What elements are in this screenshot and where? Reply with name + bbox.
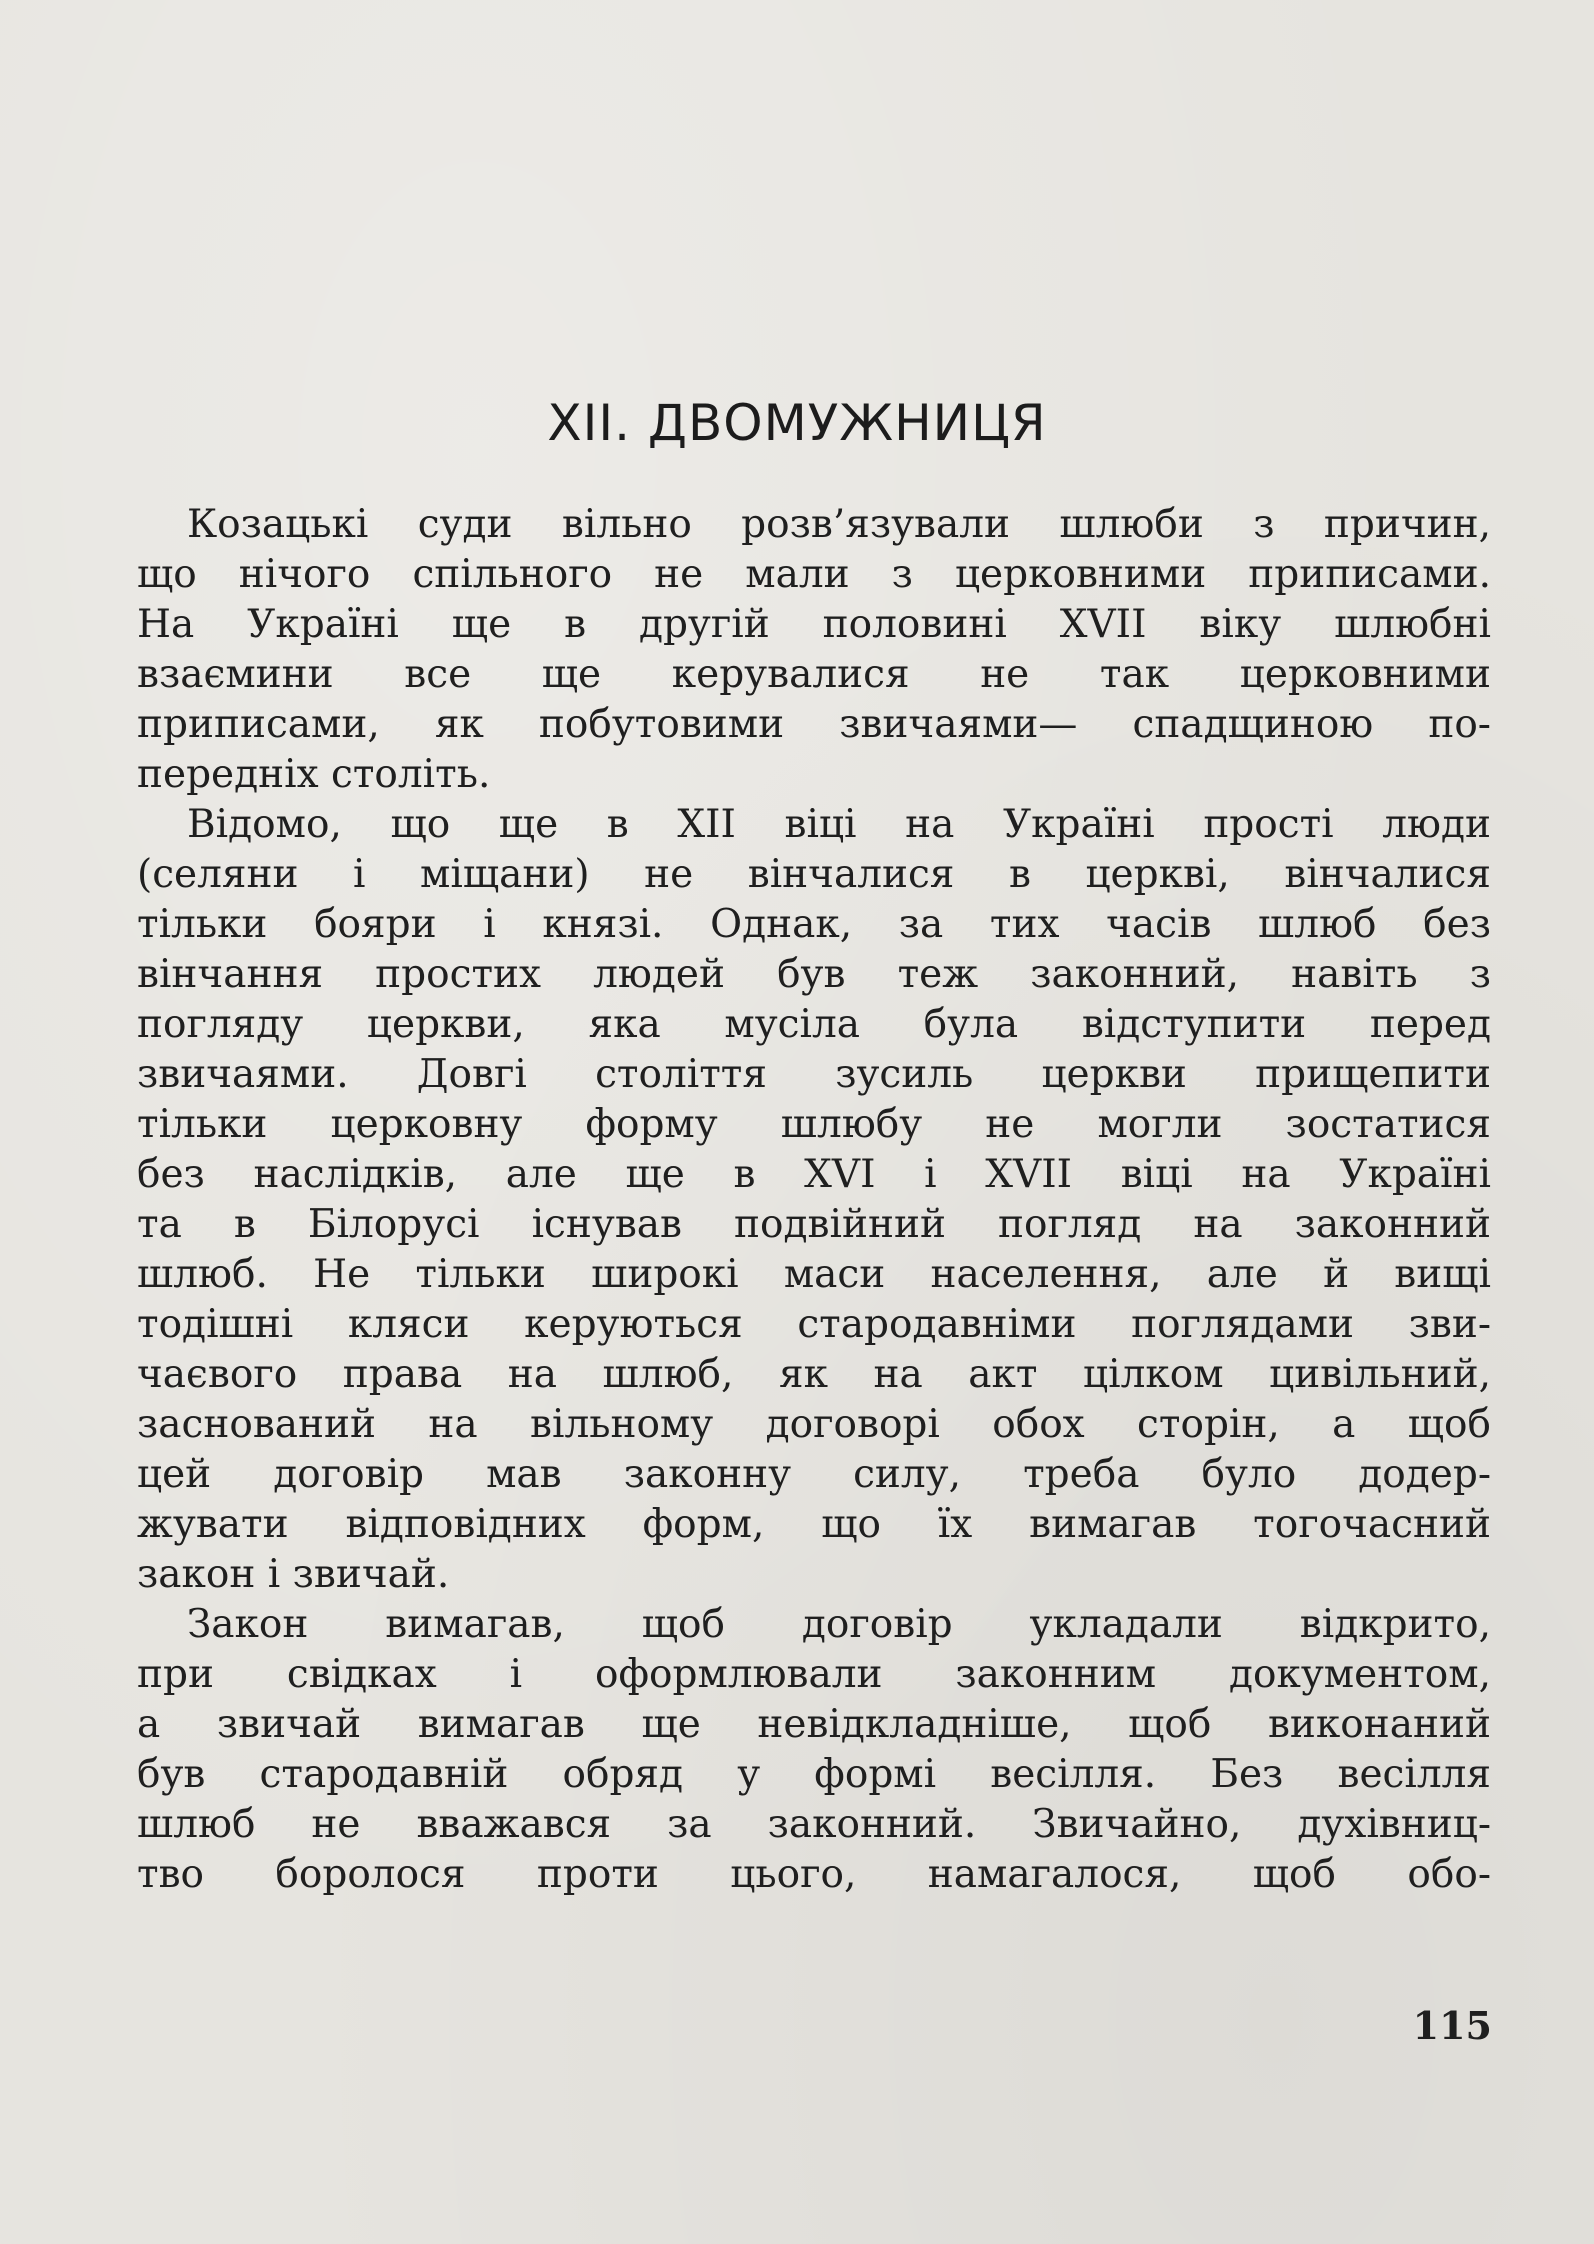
page-number: 115 [1412,2003,1492,2048]
text-line: Закон вимагав, щоб договір укладали відкрито, [187,1602,1491,1647]
text-line: тво боролося проти цього, намагалося, щоб обо- [137,1852,1491,1897]
text-line: Відомо, що ще в XII віці на Україні прості люди [187,802,1491,847]
text-line: приписами, як побутовими звичаями— спадщиною по- [137,702,1491,747]
text-line: що нічого спільного не мали з церковними приписами. [137,552,1491,597]
text-line: звичаями. Довгі століття зусиль церкви прищепити [137,1052,1491,1097]
text-line: та в Білорусі існував подвійний погляд на законний [137,1202,1491,1247]
text-line: тільки церковну форму шлюбу не могли зостатися [137,1102,1491,1147]
text-line: передніх століть. [137,752,491,797]
text-line: На Україні ще в другій половині XVII віку шлюбні [137,602,1491,647]
text-line: (селяни і міщани) не вінчалися в церкві, вінчалися [137,852,1491,897]
text-line: заснований на вільному договорі обох сторін, а щоб [137,1402,1491,1447]
text-line: цей договір мав законну силу, треба було додер- [137,1452,1491,1497]
text-line: був стародавній обряд у формі весілля. Без весілля [137,1752,1491,1797]
text-line: шлюб не вважався за законний. Звичайно, духівниц- [137,1802,1491,1847]
body-text [137,500,1491,1900]
text-line: погляду церкви, яка мусіла була відступити перед [137,1002,1491,1047]
text-line: вінчання простих людей був теж законний, навіть з [137,952,1491,997]
text-line: при свідках і оформлювали законним документом, [137,1652,1491,1697]
text-line: а звичай вимагав ще невідкладніше, щоб виконаний [137,1702,1491,1747]
text-line: без наслідків, але ще в XVI і XVII віці на Україні [137,1152,1491,1197]
chapter-title: XII. ДВОМУЖНИЦЯ [547,394,1047,452]
text-line: закон і звичай. [137,1552,450,1597]
text-line: Козацькі суди вільно розв’язували шлюби з причин, [187,502,1491,547]
text-line: взаємини все ще керувалися не так церковними [137,652,1491,697]
text-line: шлюб. Не тільки широкі маси населення, але й вищі [137,1252,1491,1297]
text-line: тодішні кляси керуються стародавніми поглядами зви- [137,1302,1491,1347]
text-line: жувати відповідних форм, що їх вимагав тогочасний [137,1502,1491,1547]
text-line: тільки бояри і князі. Однак, за тих часів шлюб без [137,902,1491,947]
text-line: чаєвого права на шлюб, як на акт цілком цивільний, [137,1352,1491,1397]
